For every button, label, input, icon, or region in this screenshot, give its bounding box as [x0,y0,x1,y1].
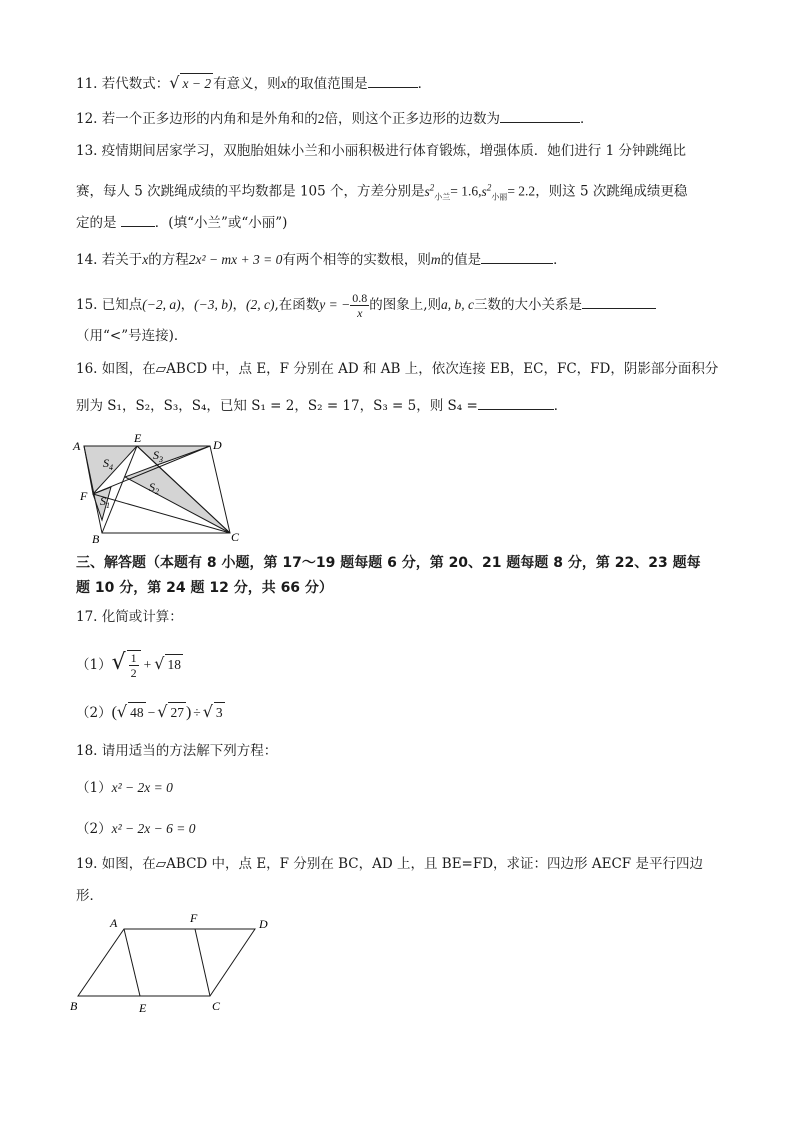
svg-text:F: F [190,911,198,925]
parallelogram-abcd-2 [78,929,255,996]
svg-text:A: A [110,916,118,930]
svg-text:D: D [259,917,268,931]
svg-text:E: E [134,431,142,445]
section-3-heading-line2: 题 10 分，第 24 题 12 分，共 66 分） [76,580,333,596]
question-19-line1: 19. 如图，在▱ABCD 中，点 E，F 分别在 BC，AD 上，且 BE=FD，求证：四边形 AECF 是平行四边 [76,856,703,872]
q16-figure [70,428,250,546]
svg-text:A: A [73,439,81,453]
sqrt-sign: √ [169,73,180,92]
segment-ae [124,929,140,996]
answer-blank[interactable] [582,294,656,309]
question-16-line2: 别为 S₁，S₂，S₃，S₄，已知 S₁ = 2，S₂ = 17，S₃ = 5，则 S₄ = ． [76,395,567,416]
region-s3 [137,446,210,465]
svg-text:C: C [212,999,221,1013]
answer-blank[interactable] [121,212,155,227]
section-3-heading: 三、解答题（本题有 8 小题，第 17～19 题每题 6 分，第 20、21 题每题 8 分，第 22、23 题每 [76,555,701,571]
question-17-part1: （1）√ $\frac{1}{2}$ + √ 18 [76,650,181,680]
label-s4: $S_4$ [103,456,113,472]
svg-text:E: E [139,1001,147,1015]
question-14: 14. 若关于x的方程2x² − mx + 3 = 0有两个相等的实数根，则m的值是 ． [76,249,567,270]
fraction: $\frac{0.8}{x}$ [352,291,368,320]
question-15: 15. 已知点(−2, a)，(−3, b)，(2, c),在函数y = − $\frac{0.8}{x}$ 的图象上,则a, b, c三数的大小关系是 [76,291,656,320]
question-17-part2: （2）(√ 48 − √ 27 ) ÷ √ 3 [76,702,223,721]
radicand: x − 2 [180,73,213,94]
segment-fc [195,929,210,996]
question-13-line3: 定的是 ．(填“小兰”或“小丽”) [76,212,287,233]
answer-blank[interactable] [478,395,554,410]
answer-blank[interactable] [500,108,580,123]
question-13-line1: 13. 疫情期间居家学习，双胞胎姐妹小兰和小丽积极进行体育锻炼，增强体质．她们进行 1 分钟跳绳比 [76,143,686,159]
answer-blank[interactable] [481,249,553,264]
svg-text:D: D [213,438,222,452]
question-18: 18. 请用适当的方法解下列方程： [76,743,278,759]
question-12: 12. 若一个正多边形的内角和是外角和的2倍，则这个正多边形的边数为 ． [76,108,594,129]
label-s1: $S_1$ [100,494,110,510]
question-16-line1: 16. 如图，在▱ABCD 中，点 E，F 分别在 AD 和 AB 上，依次连接 EB，EC，FC，FD，阴影部分面积分 [76,361,719,377]
svg-text:C: C [231,530,240,544]
label-s3: $S_3$ [153,448,163,464]
question-17: 17. 化简或计算： [76,609,183,625]
svg-text:B: B [70,999,78,1013]
question-11: 11. 若代数式：√ x − 2 有意义，则x的取值范围是 ． [76,73,432,92]
region-s2 [125,465,230,533]
label-s2: $S_2$ [149,480,159,496]
q19-figure [66,908,286,1018]
svg-text:B: B [92,532,100,546]
question-15-line2: （用“<”号连接)． [76,328,188,344]
svg-text:F: F [80,489,88,503]
question-13-line2: 赛，每人 5 次跳绳成绩的平均数都是 105 个，方差分别是$s^2_{小兰}= 1.6,s^2_{小丽}= 2.2$，则这 5 次跳绳成绩更稳 [76,182,688,202]
question-18-part2: （2）x² − 2x − 6 = 0 [76,821,196,837]
answer-blank[interactable] [368,73,418,88]
question-18-part1: （1）x² − 2x = 0 [76,780,173,796]
question-19-line2: 形． [76,888,103,904]
